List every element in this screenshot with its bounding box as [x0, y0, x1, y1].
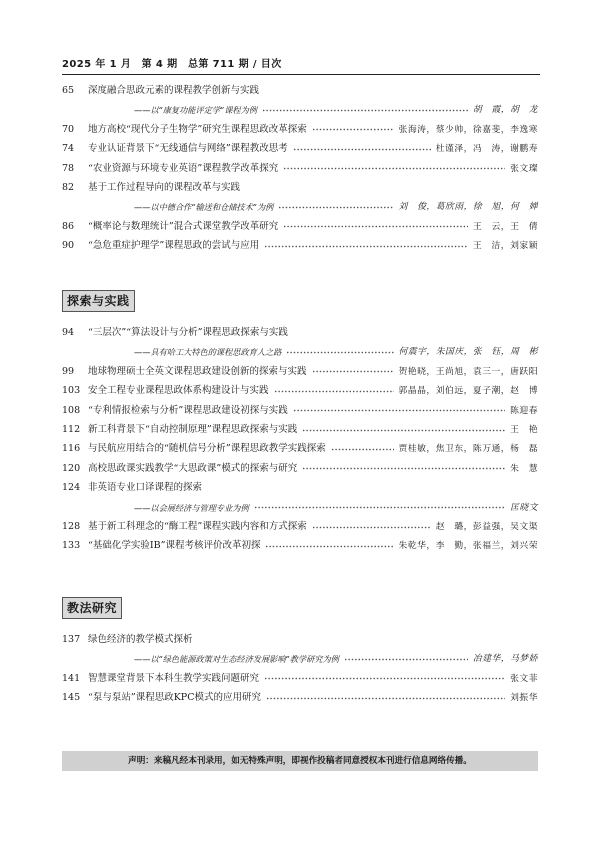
toc-entry-subtitle — [62, 651, 538, 667]
entry-line — [88, 690, 538, 706]
entry-authors: 朱乾华，李 勤，张福兰，刘兴荣 — [398, 541, 538, 552]
toc-entry-subtitle — [62, 102, 538, 118]
entry-authors: 陈迎春 — [510, 405, 538, 416]
toc-entry[interactable] — [62, 325, 538, 341]
page-number: 116 — [62, 443, 81, 455]
entry-line — [88, 671, 538, 687]
toc-entry[interactable] — [62, 480, 538, 496]
toc-entry[interactable] — [62, 403, 538, 419]
entry-line — [88, 161, 538, 177]
entry-title: 深度融合思政元素的课程教学创新与实践 — [88, 85, 260, 96]
toc-entry[interactable] — [62, 538, 538, 554]
dot-leader — [283, 224, 468, 229]
subtitle-line — [134, 651, 538, 667]
dot-leader — [262, 108, 468, 113]
entry-authors: 赵 璐，彭益强，吴文渠 — [435, 522, 538, 532]
dot-leader — [286, 350, 393, 355]
toc-entry[interactable] — [62, 219, 538, 235]
dot-leader — [302, 466, 505, 471]
dot-leader — [254, 505, 505, 510]
entry-subtitle: ——以“绿色能源政策对生态经济发展影响”教学研究为例 — [134, 654, 339, 665]
page-number: 78 — [62, 162, 75, 174]
entry-line — [88, 325, 538, 341]
entry-line — [88, 632, 538, 648]
entry-authors: 何震宇，朱国庆，张 钰，周 彬 — [398, 347, 538, 358]
entry-line — [88, 441, 538, 457]
entry-title: 智慧课堂背景下本科生教学实践问题研究 — [88, 672, 260, 684]
section-heading: 教法研究 — [62, 597, 122, 619]
entry-title: 非英语专业口译课程的探索 — [88, 482, 203, 494]
dot-leader — [265, 544, 393, 549]
dot-leader — [278, 205, 393, 210]
page-number: 94 — [62, 327, 75, 338]
entry-title: 与民航应用结合的“随机信号分析”课程思政教学实践探索 — [88, 443, 326, 455]
page-number: 90 — [62, 240, 75, 252]
entry-authors: 匡晓文 — [510, 502, 538, 513]
entry-title: 高校思政课实践教学“大思政课”模式的探索与研究 — [88, 462, 298, 474]
toc-entry[interactable] — [62, 461, 538, 477]
entry-authors: 张文菲 — [510, 673, 538, 684]
toc-entry[interactable] — [62, 83, 538, 99]
subtitle-line — [134, 102, 538, 118]
entry-authors: 刘振华 — [510, 693, 538, 704]
entry-line — [88, 180, 538, 196]
entry-title: 基于新工科理念的“酶工程”课程实践内容和方式探索 — [88, 521, 307, 532]
entry-title: “基础化学实验IB”课程考核评价改革初探 — [88, 540, 261, 552]
section-heading: 探索与实践 — [62, 290, 135, 312]
entry-line — [88, 383, 538, 399]
entry-authors: 贺艳晓，王尚旭，袁三一，唐跃阳 — [398, 366, 538, 377]
page-number: 120 — [62, 462, 81, 474]
issue-header: 2025 年 1 月 第 4 期 总第 711 期 / 目次 — [62, 59, 282, 70]
toc-entry[interactable] — [62, 632, 538, 648]
entry-authors: 胡 霞，胡 龙 — [472, 105, 538, 116]
entry-line — [88, 461, 538, 477]
page-number: 86 — [62, 220, 75, 232]
dot-leader — [331, 447, 394, 452]
entry-line — [88, 538, 538, 554]
page-number: 103 — [62, 385, 81, 397]
entry-title: 新工科背景下“自动控制原理”课程思政探索与实践 — [88, 424, 298, 435]
subtitle-line — [134, 344, 538, 360]
entry-authors: 贾桂敏，焦卫东，陈万通，杨 磊 — [398, 444, 538, 455]
dot-leader — [274, 389, 394, 394]
entry-title: “专利情报检索与分析”课程思政建设初探与实践 — [88, 404, 288, 416]
entry-subtitle: ——具有哈工大特色的课程思政育人之路 — [134, 347, 282, 358]
entry-line — [88, 480, 538, 496]
page-number: 124 — [62, 482, 81, 494]
entry-title: 基于工作过程导向的课程改革与实践 — [88, 182, 241, 193]
page-number: 65 — [62, 85, 75, 96]
toc-entry[interactable] — [62, 161, 538, 177]
entry-title: 地方高校“现代分子生物学”研究生课程思政改革探索 — [88, 123, 307, 135]
page-number: 70 — [62, 123, 75, 135]
toc-entry-subtitle — [62, 500, 538, 516]
entry-line — [88, 141, 538, 157]
dot-leader — [283, 166, 505, 171]
entry-title: “三层次”“算法设计与分析”课程思政探索与实践 — [88, 327, 288, 338]
page-number: 82 — [62, 182, 75, 193]
toc-entry[interactable] — [62, 238, 538, 254]
dot-leader — [302, 428, 505, 433]
toc-entry[interactable] — [62, 122, 538, 138]
entry-title: “农业资源与环境专业英语”课程教学改革探究 — [88, 162, 279, 174]
entry-authors: 杜谨泽，冯 涛，谢鹏寿 — [435, 144, 538, 155]
toc-entry[interactable] — [62, 441, 538, 457]
entry-authors: 王 洁，刘家颖 — [472, 241, 538, 252]
toc-entry-subtitle — [62, 344, 538, 360]
subtitle-line — [134, 500, 538, 516]
header-rule — [62, 74, 540, 75]
copyright-notice: 声明：来稿凡经本刊录用，如无特殊声明，即视作投稿者同意授权本刊进行信息网络传播。 — [62, 751, 538, 771]
entry-line — [88, 422, 538, 438]
entry-authors: 刘 俊，葛欣雨，徐 旭，何 婵 — [398, 202, 538, 213]
entry-authors: 冶建华，马梦娇 — [472, 654, 538, 665]
dot-leader — [293, 408, 505, 413]
entry-authors: 张文璨 — [510, 163, 538, 174]
entry-subtitle: ——以会展经济与管理专业为例 — [134, 502, 249, 513]
dot-leader — [264, 676, 505, 681]
page-number: 145 — [62, 692, 81, 704]
toc-entry[interactable] — [62, 364, 538, 380]
entry-authors: 朱 慧 — [510, 463, 538, 474]
page-number: 74 — [62, 143, 75, 155]
entry-line — [88, 519, 538, 535]
entry-title: 地球物理硕士全英文课程思政建设创新的探索与实践 — [88, 365, 307, 377]
entry-title: 绿色经济的教学模式探析 — [88, 634, 193, 645]
subtitle-line — [134, 199, 538, 215]
page-number: 128 — [62, 521, 81, 532]
entry-authors: 王 云，王 倩 — [472, 221, 538, 232]
toc-entry[interactable] — [62, 180, 538, 196]
entry-title: 安全工程专业课程思政体系构建设计与实践 — [88, 385, 269, 397]
entry-authors: 张海涛，蔡少帅，徐嘉斐，李逸寒 — [398, 124, 538, 135]
entry-authors: 郭晶晶，刘伯远，夏子潮，赵 博 — [398, 386, 538, 397]
page-number: 133 — [62, 540, 81, 552]
page-number: 112 — [62, 424, 81, 435]
entry-line — [88, 219, 538, 235]
entry-line — [88, 83, 538, 99]
entry-title: 专业认证背景下“无线通信与网络”课程教改思考 — [88, 143, 288, 155]
toc-entry[interactable] — [62, 690, 538, 706]
toc-entry[interactable] — [62, 519, 538, 535]
toc-entry-subtitle — [62, 199, 538, 215]
entry-subtitle: ——以“康复功能评定学”课程为例 — [134, 105, 257, 116]
entry-subtitle: ——以中德合作“输送和仓储技术”为例 — [134, 202, 274, 213]
entry-title: “急危重症护理学”课程思政的尝试与应用 — [88, 240, 260, 252]
entry-line — [88, 238, 538, 254]
dot-leader — [312, 525, 431, 530]
dot-leader — [344, 657, 468, 662]
dot-leader — [264, 244, 468, 249]
entry-title: “概率论与数理统计”混合式课堂教学改革研究 — [88, 220, 279, 232]
dot-leader — [312, 369, 394, 374]
page-number: 108 — [62, 404, 81, 416]
toc-entry[interactable] — [62, 141, 538, 157]
dot-leader — [293, 147, 431, 152]
page-number: 137 — [62, 634, 81, 645]
entry-line — [88, 364, 538, 380]
toc-entry[interactable] — [62, 383, 538, 399]
entry-line — [88, 403, 538, 419]
dot-leader — [266, 696, 505, 701]
toc-entry[interactable] — [62, 671, 538, 687]
page-number: 99 — [62, 365, 75, 377]
entry-line — [88, 122, 538, 138]
page-number: 141 — [62, 672, 81, 684]
toc-entry[interactable] — [62, 422, 538, 438]
dot-leader — [312, 127, 394, 132]
entry-title: “泵与泵站”课程思政KPC模式的应用研究 — [88, 692, 261, 704]
entry-authors: 王 艳 — [510, 425, 538, 435]
